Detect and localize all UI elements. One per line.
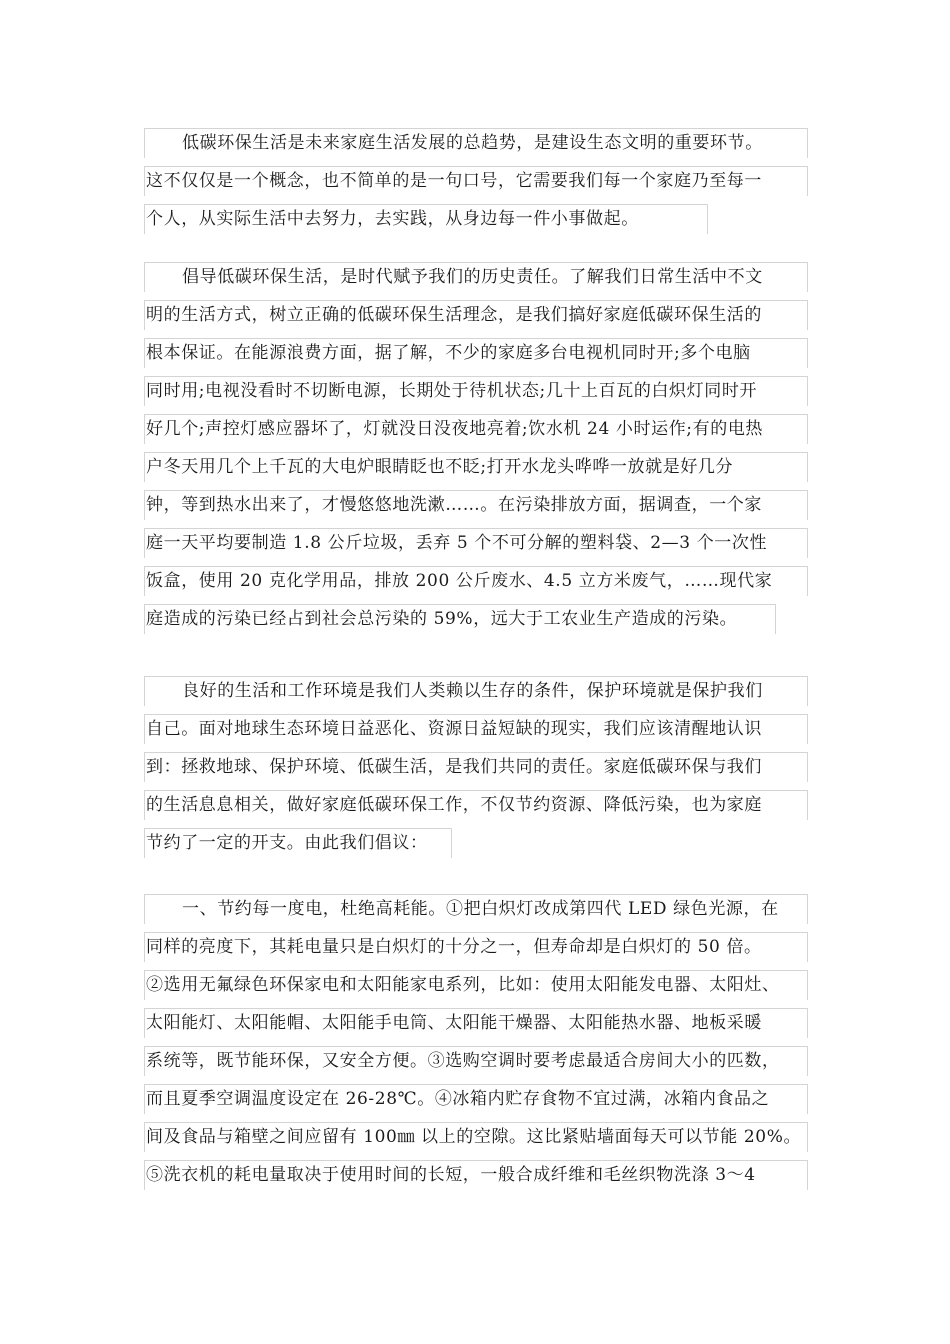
text-line: 低碳环保生活是未来家庭生活发展的总趋势，是建设生态文明的重要环节。: [144, 128, 808, 158]
paragraph-4: [144, 894, 808, 1198]
text-line: 到：拯救地球、保护环境、低碳生活，是我们共同的责任。家庭低碳环保与我们: [144, 752, 808, 782]
text-line: ②选用无氟绿色环保家电和太阳能家电系列，比如：使用太阳能发电器、太阳灶、: [144, 970, 808, 1000]
text-line: 良好的生活和工作环境是我们人类赖以生存的条件，保护环境就是保护我们: [144, 676, 808, 706]
text-line: ⑤洗衣机的耗电量取决于使用时间的长短，一般合成纤维和毛丝织物洗涤 3～4: [144, 1160, 808, 1190]
text-line: 的生活息息相关，做好家庭低碳环保工作，不仅节约资源、降低污染，也为家庭: [144, 790, 808, 820]
text-line: 而且夏季空调温度设定在 26-28℃。④冰箱内贮存食物不宜过满，冰箱内食品之: [144, 1084, 808, 1114]
paragraph-3: [144, 676, 808, 870]
text-line: 自己。面对地球生态环境日益恶化、资源日益短缺的现实，我们应该清醒地认识: [144, 714, 808, 744]
text-line: 节约了一定的开支。由此我们倡议：: [144, 828, 452, 858]
text-line: 同时用;电视没看时不切断电源，长期处于待机状态;几十上百瓦的白炽灯同时开: [144, 376, 808, 406]
text-line: 户冬天用几个上千瓦的大电炉眼睛眨也不眨;打开水龙头哗哗一放就是好几分: [144, 452, 808, 482]
text-line: 太阳能灯、太阳能帽、太阳能手电筒、太阳能干燥器、太阳能热水器、地板采暖: [144, 1008, 808, 1038]
paragraph-1: [144, 128, 808, 246]
text-line: 庭造成的污染已经占到社会总污染的 59%，远大于工农业生产造成的污染。: [144, 604, 776, 634]
text-line: 系统等，既节能环保，又安全方便。③选购空调时要考虑最适合房间大小的匹数，: [144, 1046, 808, 1076]
text-line: 钟，等到热水出来了，才慢悠悠地洗漱……。在污染排放方面，据调查，一个家: [144, 490, 808, 520]
text-line: 一、节约每一度电，杜绝高耗能。①把白炽灯改成第四代 LED 绿色光源，在: [144, 894, 808, 924]
text-line: 这不仅仅是一个概念，也不简单的是一句口号，它需要我们每一个家庭乃至每一: [144, 166, 808, 196]
text-line: 倡导低碳环保生活，是时代赋予我们的历史责任。了解我们日常生活中不文: [144, 262, 808, 292]
text-line: 根本保证。在能源浪费方面，据了解，不少的家庭多台电视机同时开;多个电脑: [144, 338, 808, 368]
text-line: 好几个;声控灯感应器坏了，灯就没日没夜地亮着;饮水机 24 小时运作;有的电热: [144, 414, 808, 444]
text-line: 个人，从实际生活中去努力，去实践，从身边每一件小事做起。: [144, 204, 708, 234]
text-line: 饭盒，使用 20 克化学用品，排放 200 公斤废水、4.5 立方米废气，……现代家: [144, 566, 808, 596]
text-line: 间及食品与箱壁之间应留有 100㎜ 以上的空隙。这比紧贴墙面每天可以节能 20%。: [144, 1122, 808, 1152]
paragraph-2: [144, 262, 808, 646]
text-line: 明的生活方式，树立正确的低碳环保生活理念，是我们搞好家庭低碳环保生活的: [144, 300, 808, 330]
text-line: 庭一天平均要制造 1.8 公斤垃圾，丢弃 5 个不可分解的塑料袋、2—3 个一次性: [144, 528, 808, 558]
text-line: 同样的亮度下，其耗电量只是白炽灯的十分之一，但寿命却是白炽灯的 50 倍。: [144, 932, 808, 962]
